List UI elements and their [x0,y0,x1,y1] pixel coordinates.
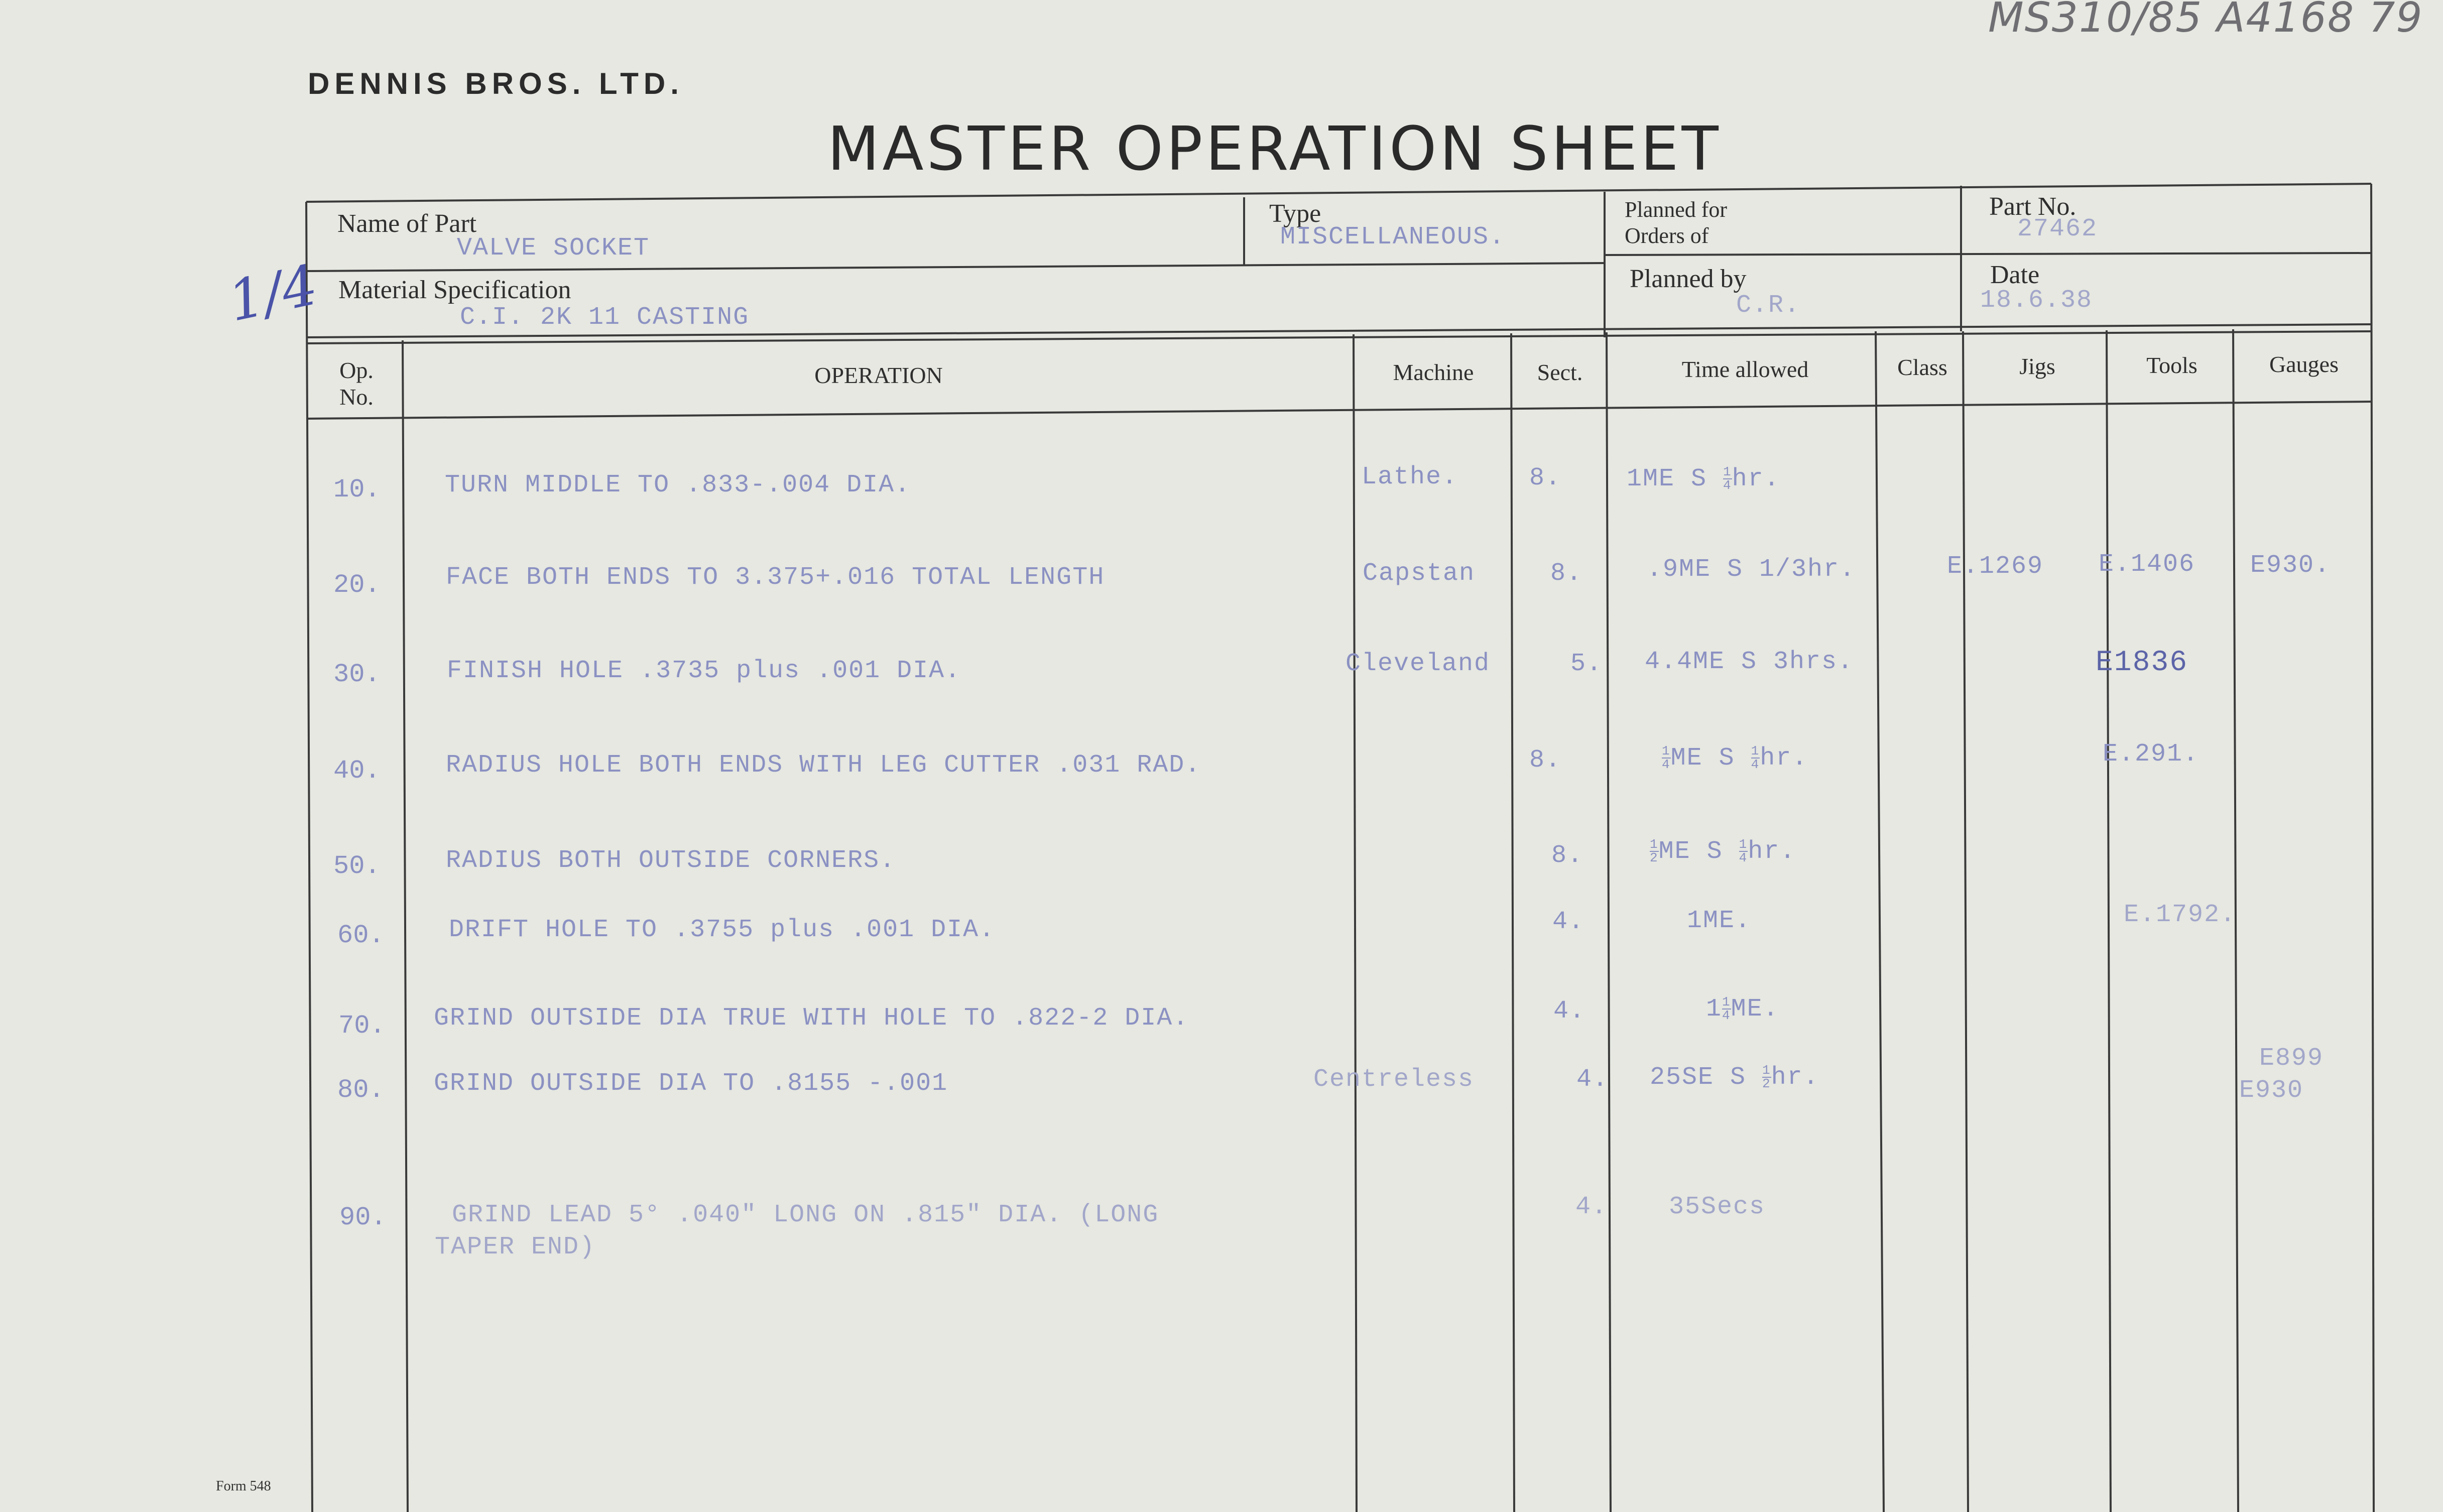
fraction: $\frac{1}{4}$ [1662,743,1671,772]
table-row-op-no: 40. [333,756,381,786]
part-no-label: Part No. [1989,192,2076,221]
type-label: Type [1269,199,1321,228]
table-row-operation: RADIUS BOTH OUTSIDE CORNERS. [446,846,896,875]
table-row-op-no: 90. [339,1203,387,1232]
machine-header: Machine [1393,359,1474,385]
sect-header: Sect. [1537,359,1583,385]
table-row-operation: GRIND OUTSIDE DIA TRUE WITH HOLE TO .822-2 DIA. [434,1004,1189,1033]
table-row-tools: E.1406 [2099,550,2195,579]
table-row-operation: RADIUS HOLE BOTH ENDS WITH LEG CUTTER .031 RAD. [446,751,1201,780]
table-row-operation-cont: TAPER END) [435,1233,596,1262]
name-of-part-label: Name of Part [337,209,477,238]
table-row-machine: Lathe. [1362,463,1458,491]
page-title: MASTER OPERATION SHEET [827,114,1722,184]
table-row-time: $\frac{1}{2}$ ME S $\frac{1}{4}$ hr. [1650,837,1796,866]
time-allowed-header: Time allowed [1681,356,1809,382]
table-row-op-no: 30. [333,660,381,689]
table-row-time: 1ME. [1687,907,1752,935]
table-row-operation: GRIND LEAD 5° .040" LONG ON .815" DIA. (LONG [452,1201,1159,1229]
class-header: Class [1897,354,1947,380]
table-row-machine: Centreless [1313,1065,1475,1094]
company-name: DENNIS BROS. LTD. [308,67,684,100]
orders-of-label: Orders of [1625,223,1709,248]
fraction: $\frac{1}{4}$ [1722,994,1731,1023]
form-number: Form 548 [216,1478,271,1494]
table-row-time: $\frac{1}{4}$ ME S $\frac{1}{4}$ hr. [1662,743,1808,773]
table-row-time: 25SE S $\frac{1}{2}$ hr. [1650,1063,1819,1092]
type-value: MISCELLANEOUS. [1280,223,1506,251]
table-row-sect: 5. [1570,650,1603,678]
margin-note: 1/4 [222,252,323,334]
table-row-op-no: 80. [337,1075,385,1105]
table-row-sect: 4. [1576,1065,1609,1094]
table-row-op-no: 10. [333,475,381,505]
table-row-time: .9ME S 1/3hr. [1647,555,1856,584]
table-row-jigs: E.1269 [1947,552,2044,581]
table-row-op-no: 70. [338,1011,386,1041]
table-row-sect: 4. [1575,1193,1608,1221]
table-row-time: 35Secs [1669,1193,1766,1221]
table-row-op-no: 60. [337,921,385,950]
table-row-time: 1ME S $\frac{1}{4}$ hr. [1627,464,1780,493]
material-spec-value: C.I. 2K 11 CASTING [460,303,750,332]
table-row-op-no: 50. [333,851,381,881]
table-row-gauges: E930. [2250,551,2331,580]
table-row-tools: E.1792. [2124,901,2237,929]
table-row-operation: DRIFT HOLE TO .3755 plus .001 DIA. [449,916,996,944]
jigs-header: Jigs [2019,353,2055,379]
table-row-machine: Capstan [1363,559,1476,588]
table-row-op-no: 20. [333,570,381,600]
fraction: $\frac{1}{2}$ [1650,837,1659,865]
op-no-header-line1: Op. [339,357,374,383]
table-row-gauges: E899 [2259,1044,2324,1073]
table-row-tools: E.291. [2103,740,2200,769]
table-row-sect: 4. [1552,908,1585,936]
date-label: Date [1990,261,2040,289]
name-of-part-value: VALVE SOCKET [457,234,650,263]
table-row-machine: Cleveland [1346,650,1491,678]
table-row-sect: 8. [1550,559,1583,588]
table-row-time: 1 $\frac{1}{4}$ ME. [1706,994,1779,1024]
table-row-sect: 8. [1529,746,1562,775]
table-row-gauges: E930 [2239,1076,2304,1105]
table-row-operation: FINISH HOLE .3735 plus .001 DIA. [447,657,961,685]
fraction: $\frac{1}{4}$ [1739,837,1748,865]
archive-reference: MS310/85 A4168 79 [1988,0,2423,42]
planned-by-value: C.R. [1736,291,1801,320]
table-row-sect: 8. [1529,464,1562,492]
op-no-header-line2: No. [339,384,374,410]
fraction: $\frac{1}{4}$ [1751,743,1760,772]
table-row-tools: E1836 [2096,647,2188,679]
part-no-value: 27462 [2017,215,2098,243]
gauges-header: Gauges [2269,351,2339,377]
table-row-time: 4.4ME S 3hrs. [1645,648,1854,676]
table-row-operation: GRIND OUTSIDE DIA TO .8155 -.001 [434,1069,948,1098]
operation-header: OPERATION [814,362,943,388]
table-row-operation: TURN MIDDLE TO .833-.004 DIA. [445,471,911,499]
tools-header: Tools [2146,352,2197,378]
date-value: 18.6.38 [1980,286,2093,315]
op-no-header [321,357,392,411]
table-row-sect: 4. [1553,997,1586,1026]
fraction: $\frac{1}{2}$ [1762,1063,1771,1091]
table-row-operation: FACE BOTH ENDS TO 3.375+.016 TOTAL LENGTH [446,563,1105,592]
planned-for-label: Planned for [1625,197,1728,222]
material-spec-label: Material Specification [338,276,571,304]
fraction: $\frac{1}{4}$ [1723,464,1732,493]
planned-by-label: Planned by [1630,265,1747,293]
table-row-sect: 8. [1551,841,1584,870]
